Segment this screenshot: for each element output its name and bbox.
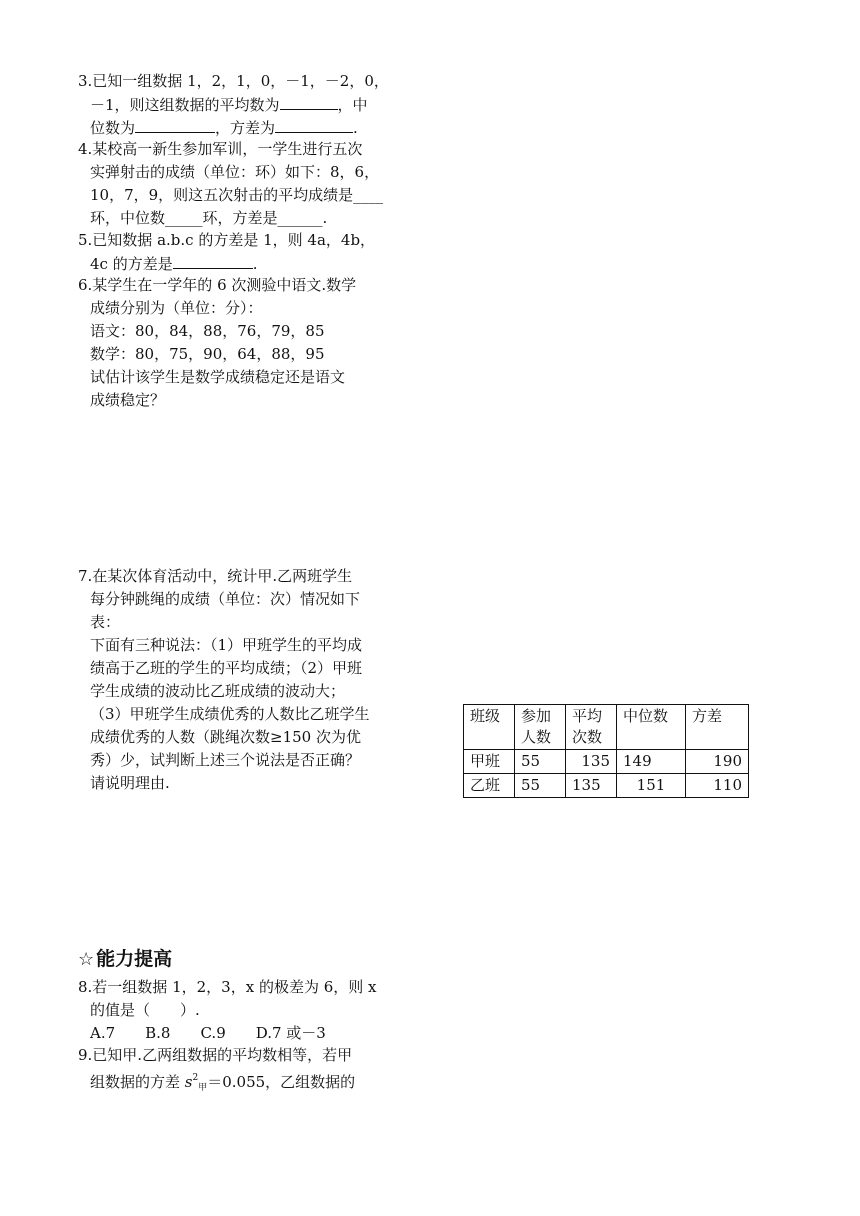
q4-line-3: 10，7，9，则这五次射击的平均成绩是____: [90, 186, 384, 204]
q3-text: ，方差为: [215, 119, 276, 137]
q6-line-2: 成绩分别为（单位：分）：: [90, 299, 263, 317]
section-heading: [78, 946, 172, 973]
header-count-l2: 人数: [521, 728, 552, 746]
q8-line-1: 8.若一组数据 1，2，3，x 的极差为 6，则 x: [78, 978, 377, 996]
variance-exponent: 2: [192, 1073, 199, 1083]
q3-line-1: 3.已知一组数据 1，2，1，0，－1，－2，0，: [78, 72, 389, 90]
q3-line-2: [90, 93, 368, 116]
q7-line-7: （3）甲班学生成绩优秀的人数比乙班学生: [90, 705, 370, 723]
answer-blank-mean[interactable]: [280, 93, 338, 110]
cell-count: 55: [515, 750, 566, 774]
section-title: 能力提高: [96, 948, 173, 970]
q7-line-2: 每分钟跳绳的成绩（单位：次）情况如下: [90, 590, 361, 608]
q5-text: .: [252, 255, 258, 273]
q4-line-2: 实弹射击的成绩（单位：环）如下：8，6，: [90, 163, 380, 181]
q5-text: 4c 的方差是: [90, 255, 173, 273]
q7-line-5: 绩高于乙班的学生的平均成绩；（2）甲班: [90, 659, 363, 677]
jump-rope-stats-table: [463, 704, 749, 798]
variance-subscript: 甲: [198, 1083, 208, 1093]
cell-count: 55: [515, 774, 566, 798]
q9-text: 组数据的方差: [90, 1073, 185, 1091]
q3-text: －1，则这组数据的平均数为: [90, 96, 280, 114]
q8-line-2: 的值是（ ）.: [90, 1001, 200, 1019]
q3-text: ，中: [337, 96, 368, 114]
q9-line-1: 9.已知甲.乙两组数据的平均数相等，若甲: [78, 1046, 353, 1064]
q6-line-3: 语文：80，84，88，76，79，85: [90, 322, 325, 340]
cell-variance: 190: [686, 750, 749, 774]
q7-line-9: 秀）少，试判断上述三个说法是否正确？: [90, 751, 361, 769]
q5-line-2: [90, 252, 258, 275]
q3-text: .: [353, 119, 358, 137]
q7-line-8: 成绩优秀的人数（跳绳次数≥150 次为优: [90, 728, 361, 746]
q4-line-1: 4.某校高一新生参加军训，一学生进行五次: [78, 140, 363, 158]
cell-average: 135: [566, 774, 617, 798]
header-variance: 方差: [686, 705, 749, 750]
header-count-l1: 参加: [521, 707, 552, 725]
cell-class: 乙班: [464, 774, 515, 798]
q7-line-6: 学生成绩的波动比乙班成绩的波动大；: [90, 682, 346, 700]
header-class: 班级: [464, 705, 515, 750]
answer-blank-variance[interactable]: [275, 116, 353, 133]
q7-line-3: 表：: [90, 613, 121, 631]
q7-line-1: 7.在某次体育活动中，统计甲.乙两班学生: [78, 567, 353, 585]
q6-line-5: 试估计该学生是数学成绩稳定还是语文: [90, 368, 346, 386]
cell-class: 甲班: [464, 750, 515, 774]
answer-blank-q5[interactable]: [173, 252, 253, 269]
q9-text: ＝0.055，乙组数据的: [207, 1073, 356, 1091]
q3-line-3: [90, 116, 358, 139]
cell-variance: 110: [686, 774, 749, 798]
q9-line-2: [90, 1067, 355, 1099]
table-row: [464, 750, 749, 774]
header-count: [515, 705, 566, 750]
header-average-l2: 次数: [572, 728, 603, 746]
header-average-l1: 平均: [572, 707, 603, 725]
table-row: [464, 774, 749, 798]
q4-line-4: 环，中位数_____环，方差是______.: [90, 209, 328, 227]
q6-line-6: 成绩稳定？: [90, 391, 166, 409]
table-header-row: [464, 705, 749, 750]
cell-average: 135: [566, 750, 617, 774]
q7-line-10: 请说明理由.: [90, 774, 170, 792]
q7-line-4: 下面有三种说法：（1）甲班学生的平均成: [90, 636, 363, 654]
cell-median: 149: [617, 750, 686, 774]
star-icon: ☆: [78, 949, 95, 970]
q8-options: A.7 B.8 C.9 D.7 或－3: [90, 1024, 326, 1042]
header-median: 中位数: [617, 705, 686, 750]
variance-symbol: s: [184, 1073, 193, 1091]
q5-line-1: 5.已知数据 a.b.c 的方差是 1，则 4a，4b，: [78, 231, 376, 249]
q6-line-4: 数学：80，75，90，64，88，95: [90, 345, 325, 363]
q3-text: 位数为: [90, 119, 136, 137]
header-average: [566, 705, 617, 750]
q6-line-1: 6.某学生在一学年的 6 次测验中语文.数学: [78, 276, 357, 294]
cell-median: 151: [617, 774, 686, 798]
answer-blank-median[interactable]: [135, 116, 215, 133]
